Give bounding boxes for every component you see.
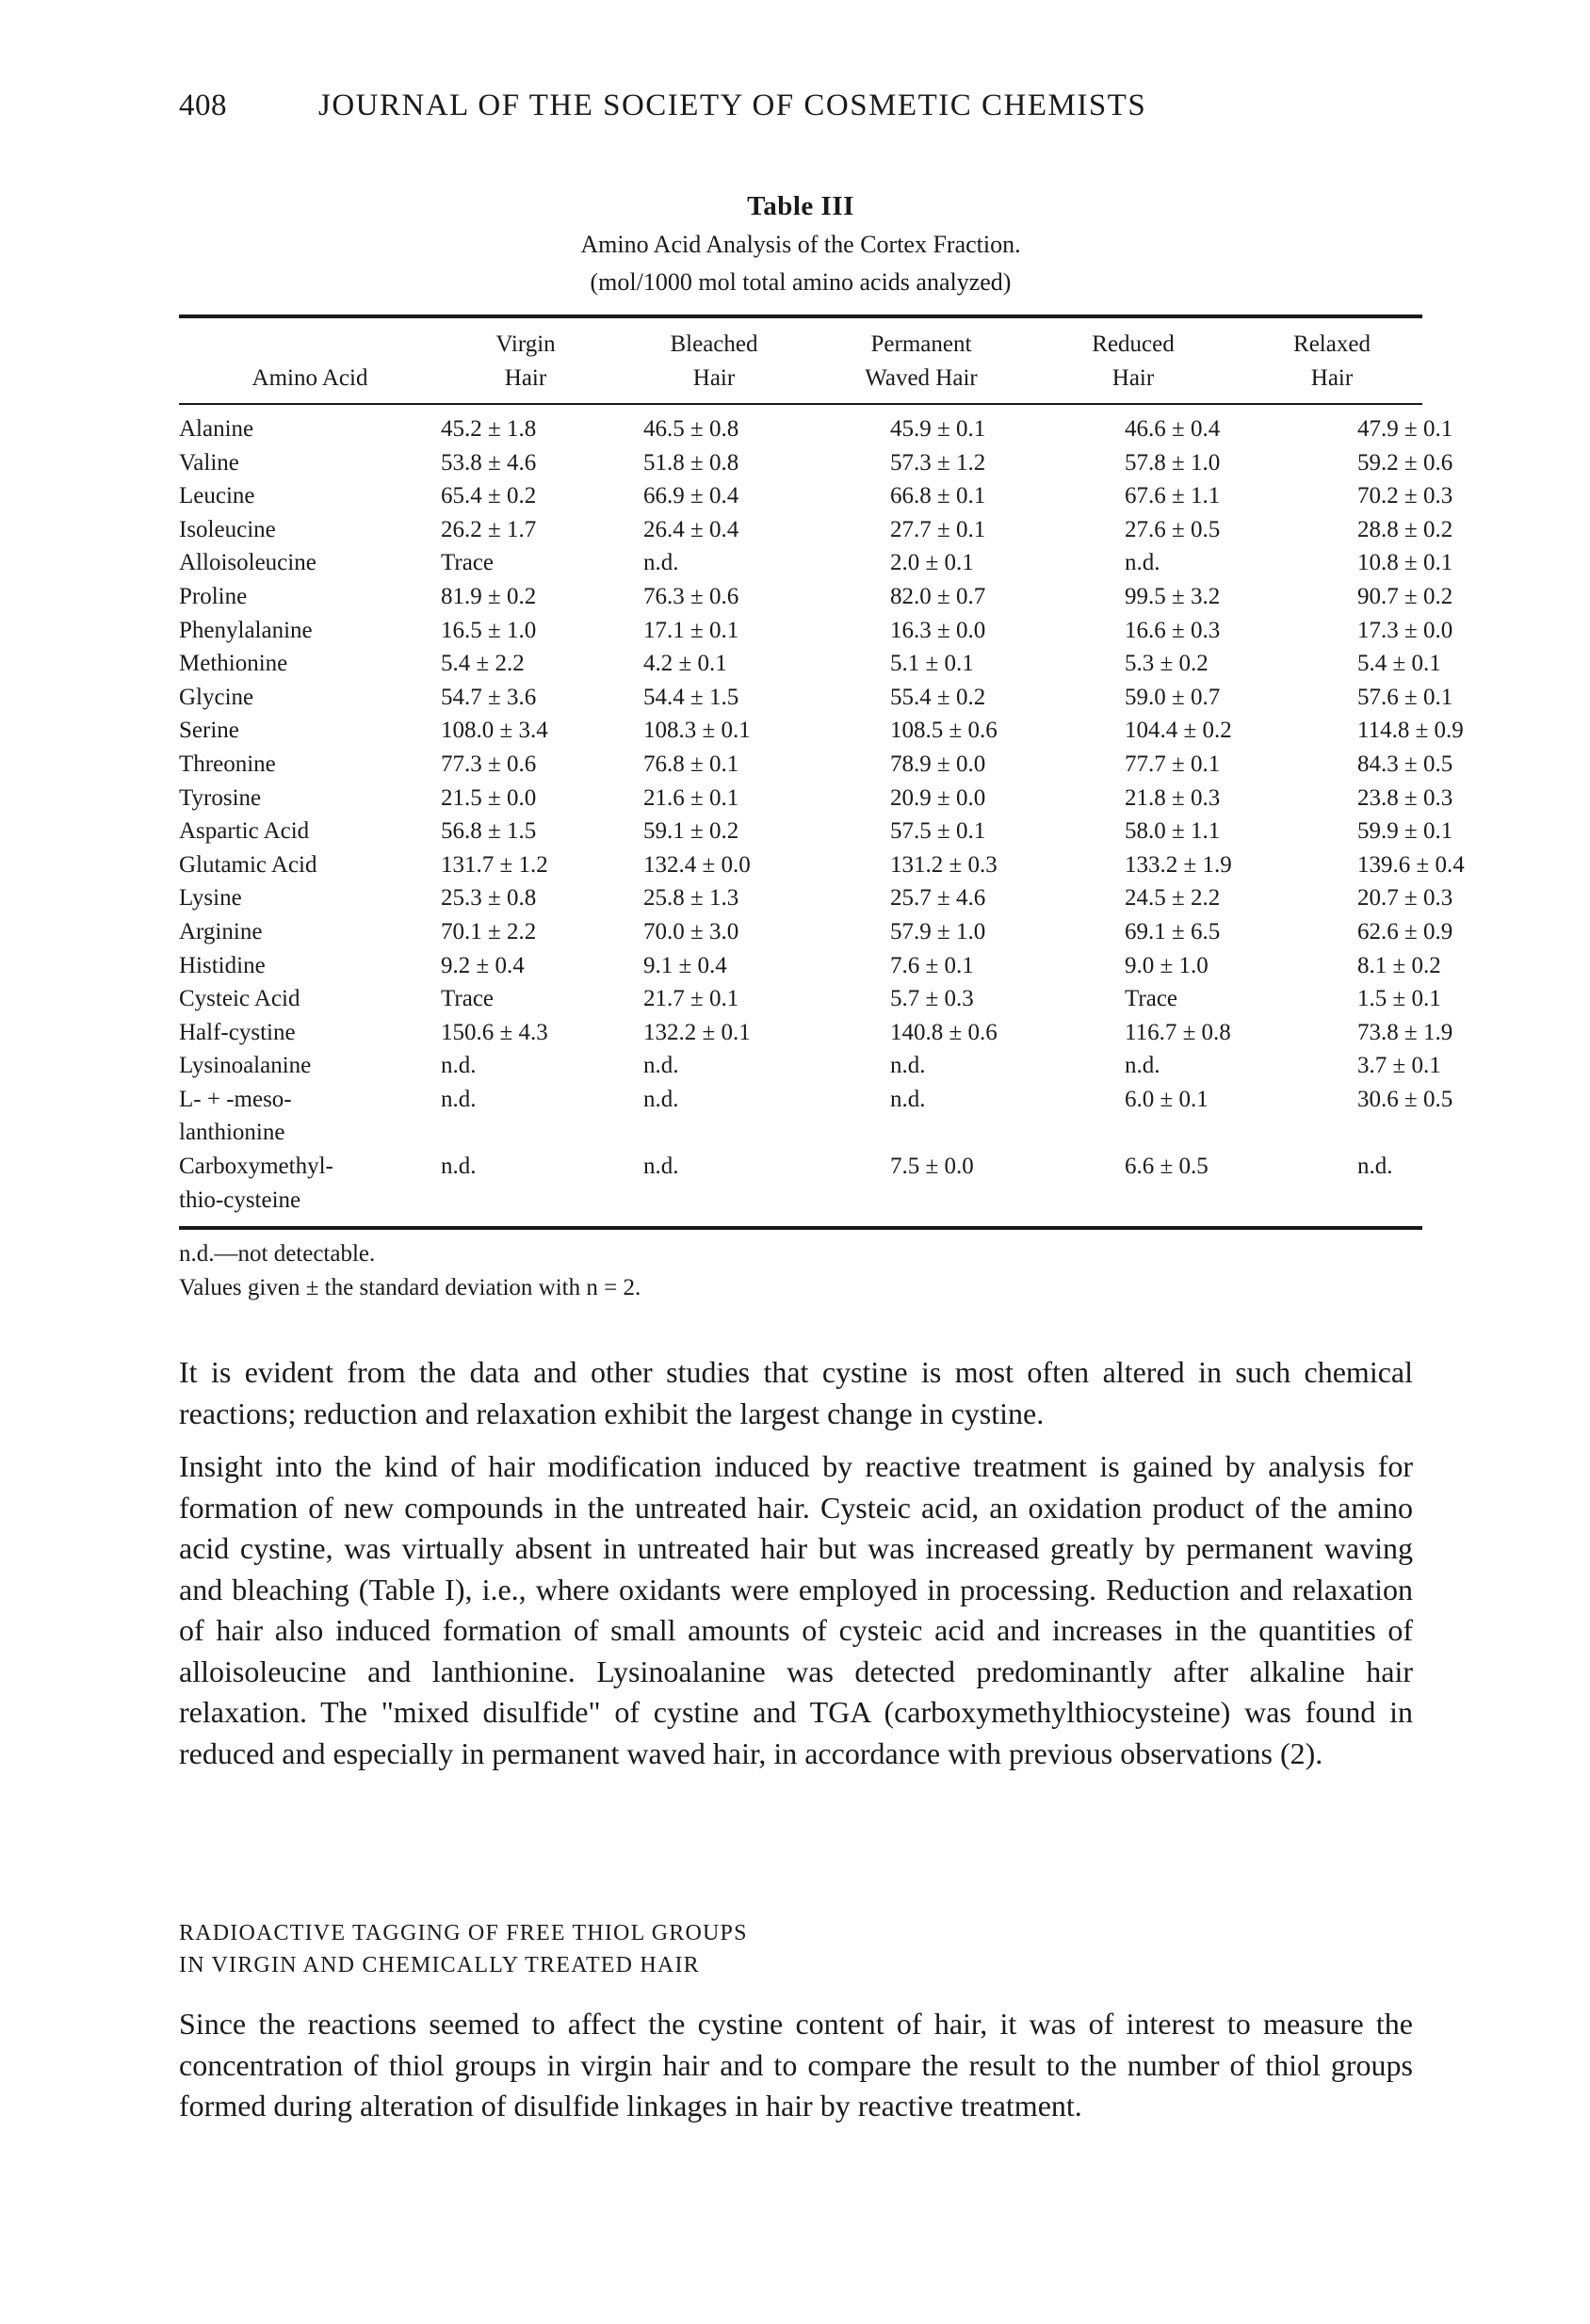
table-cell: 77.7 ± 0.1 xyxy=(1125,750,1221,777)
column-header: Virgin xyxy=(495,331,556,357)
table-caption xyxy=(179,188,1422,301)
table-cell: 3.7 ± 0.1 xyxy=(1357,1053,1441,1079)
table-cell: 1.5 ± 0.1 xyxy=(1357,986,1441,1012)
table-cell: 9.1 ± 0.4 xyxy=(643,952,727,978)
table-cell: 58.0 ± 1.1 xyxy=(1125,818,1221,845)
table-cell: Trace xyxy=(441,550,495,576)
table-cell: 7.6 ± 0.1 xyxy=(890,952,974,978)
table-cell: 116.7 ± 0.8 xyxy=(1125,1019,1231,1045)
paragraph: It is evident from the data and other studies that cystine is most often altered in such chemical reactions; reduction and relaxation exhibit the largest change in cystine. xyxy=(179,1355,1413,1430)
table-cell: n.d. xyxy=(643,1086,679,1112)
table-row xyxy=(179,1016,1422,1050)
table-cell: 20.9 ± 0.0 xyxy=(890,784,986,811)
table-cell: 76.8 ± 0.1 xyxy=(643,750,739,777)
page-number: 408 xyxy=(179,89,227,122)
table-cell: 25.8 ± 1.3 xyxy=(643,885,739,912)
table-cell: 7.5 ± 0.0 xyxy=(890,1154,974,1180)
table-cell: 99.5 ± 3.2 xyxy=(1125,583,1221,609)
table-row xyxy=(179,748,1422,782)
amino-acid-name: Cysteic Acid xyxy=(179,986,300,1012)
table-cell: 16.6 ± 0.3 xyxy=(1125,617,1221,643)
table-cell: 55.4 ± 0.2 xyxy=(890,684,986,710)
section-heading xyxy=(179,1917,748,1981)
amino-acid-table-block xyxy=(179,188,1465,1305)
table-cell: 84.3 ± 0.5 xyxy=(1357,750,1453,777)
amino-acid-name: Tyrosine xyxy=(179,784,262,811)
table-row xyxy=(179,1083,1422,1150)
table-row xyxy=(179,513,1422,547)
section-heading-line: IN VIRGIN AND CHEMICALLY TREATED HAIR xyxy=(179,1953,700,1977)
table-cell: 66.9 ± 0.4 xyxy=(643,483,739,509)
table-cell: n.d. xyxy=(643,1154,679,1180)
column-header: Bleached xyxy=(670,331,758,357)
table-row xyxy=(179,1049,1422,1083)
table-row xyxy=(179,681,1422,715)
section-heading-line: RADIOACTIVE TAGGING OF FREE THIOL GROUPS xyxy=(179,1921,748,1945)
amino-acid-name: Glycine xyxy=(179,684,254,710)
table-row xyxy=(179,546,1422,580)
table-cell: 67.6 ± 1.1 xyxy=(1125,483,1221,509)
table-cell: n.d. xyxy=(890,1053,926,1079)
table-cell: 2.0 ± 0.1 xyxy=(890,550,974,576)
table-cell: 27.7 ± 0.1 xyxy=(890,516,986,542)
table-cell: 66.8 ± 0.1 xyxy=(890,483,986,509)
table-cell: 56.8 ± 1.5 xyxy=(441,818,537,845)
table-cell: 114.8 ± 0.9 xyxy=(1357,718,1464,744)
table-cell: 6.6 ± 0.5 xyxy=(1125,1154,1209,1180)
table-cell: 17.1 ± 0.1 xyxy=(643,617,739,643)
table-cell: 132.2 ± 0.1 xyxy=(643,1019,751,1045)
table-cell: 57.9 ± 1.0 xyxy=(890,918,986,944)
column-header: Waved Hair xyxy=(865,365,978,391)
amino-acid-name: Valine xyxy=(179,449,239,476)
table-row xyxy=(179,1150,1422,1217)
column-header: Hair xyxy=(1310,365,1354,391)
table-cell: 108.3 ± 0.1 xyxy=(643,718,751,744)
table-cell: 62.6 ± 0.9 xyxy=(1357,918,1453,944)
journal-title: JOURNAL OF THE SOCIETY OF COSMETIC CHEMISTS xyxy=(318,89,1147,122)
table-cell: 139.6 ± 0.4 xyxy=(1357,851,1465,878)
table-subtitle: Amino Acid Analysis of the Cortex Fraction. xyxy=(580,231,1021,258)
table-cell: 8.1 ± 0.2 xyxy=(1357,952,1441,978)
table-cell: 25.3 ± 0.8 xyxy=(441,885,537,912)
table-row xyxy=(179,580,1422,614)
amino-acid-name: Threonine xyxy=(179,750,276,777)
table-cell: 131.2 ± 0.3 xyxy=(890,851,998,878)
table-cell: 108.5 ± 0.6 xyxy=(890,718,998,744)
table-notes xyxy=(179,1237,1422,1305)
table-bottom-rule xyxy=(179,1226,1422,1230)
amino-acid-name: Leucine xyxy=(179,483,255,509)
table-cell: 5.4 ± 0.1 xyxy=(1357,651,1441,677)
table-cell: 45.9 ± 0.1 xyxy=(890,416,986,442)
table-cell: 57.5 ± 0.1 xyxy=(890,818,986,845)
table-row xyxy=(179,446,1422,480)
paragraph: Since the reactions seemed to affect the cystine content of hair, it was of interest to measure the concentration of thiol groups in virgin hair and to compare the result to the number of thiol groups formed during alteration of disulfide linkages in hair by reactive treatment. xyxy=(179,2007,1413,2122)
column-header: Relaxed xyxy=(1293,331,1371,357)
table-cell: 6.0 ± 0.1 xyxy=(1125,1086,1209,1112)
table-cell: 131.7 ± 1.2 xyxy=(441,851,548,878)
table-row xyxy=(179,405,1422,446)
amino-acid-name: L- + -meso- lanthionine xyxy=(179,1086,292,1146)
table-cell: 21.7 ± 0.1 xyxy=(643,986,739,1012)
table-row xyxy=(179,881,1422,915)
table-cell: n.d. xyxy=(643,1053,679,1079)
table-cell: 26.4 ± 0.4 xyxy=(643,516,739,542)
table-cell: 4.2 ± 0.1 xyxy=(643,651,727,677)
amino-acid-name: Histidine xyxy=(179,952,266,978)
table-cell: 9.0 ± 1.0 xyxy=(1125,952,1209,978)
table-cell: 20.7 ± 0.3 xyxy=(1357,885,1453,912)
table-row xyxy=(179,915,1422,949)
table-row xyxy=(179,848,1422,882)
table-cell: 133.2 ± 1.9 xyxy=(1125,851,1232,878)
column-header: Hair xyxy=(504,365,547,391)
table-note: n.d.—not detectable. xyxy=(179,1241,376,1267)
column-header: Amino Acid xyxy=(251,365,368,391)
amino-acid-name: Half-cystine xyxy=(179,1019,296,1045)
table-cell: 21.5 ± 0.0 xyxy=(441,784,537,811)
table-row xyxy=(179,782,1422,815)
table-cell: Trace xyxy=(441,986,495,1012)
amino-acid-name: Alanine xyxy=(179,416,254,442)
table-cell: 21.6 ± 0.1 xyxy=(643,784,739,811)
table-cell: 150.6 ± 4.3 xyxy=(441,1019,548,1045)
table-cell: 9.2 ± 0.4 xyxy=(441,952,525,978)
table-cell: 17.3 ± 0.0 xyxy=(1357,617,1453,643)
amino-acid-name: Phenylalanine xyxy=(179,617,313,643)
table-cell: 82.0 ± 0.7 xyxy=(890,583,986,609)
amino-acid-name: Aspartic Acid xyxy=(179,818,310,845)
table-body xyxy=(179,405,1465,1217)
table-cell: 26.2 ± 1.7 xyxy=(441,516,537,542)
table-row xyxy=(179,815,1422,848)
amino-acid-name: Arginine xyxy=(179,918,263,944)
table-cell: 46.6 ± 0.4 xyxy=(1125,416,1221,442)
table-cell: 69.1 ± 6.5 xyxy=(1125,918,1221,944)
table-cell: 25.7 ± 4.6 xyxy=(890,885,986,912)
running-header xyxy=(179,89,1422,136)
table-cell: n.d. xyxy=(441,1086,477,1112)
paragraph: Insight into the kind of hair modification induced by reactive treatment is gained by analysis for formation of new compounds in the untreated hair. Cysteic acid, an oxidation product of the amino acid cystine, was virtually absent in untreated hair but was increased greatly by permanent waving and bleaching (Table I), i.e., where oxidants were employed in processing. Reduction and relaxation of hair also induced formation of small amounts of cysteic acid and increases in the quantities of alloisoleucine and lanthionine. Lysinoalanine was detected predominantly after alkaline hair relaxation. The "mixed disulfide" of cystine and TGA (carboxymethylthiocysteine) was found in reduced and especially in permanent waved hair, in accordance with previous observations (2). xyxy=(179,1449,1413,1770)
table-cell: 24.5 ± 2.2 xyxy=(1125,885,1221,912)
amino-acid-name: Lysinoalanine xyxy=(179,1053,312,1079)
table-cell: 5.7 ± 0.3 xyxy=(890,986,974,1012)
table-cell: 81.9 ± 0.2 xyxy=(441,583,537,609)
column-header: Hair xyxy=(692,365,736,391)
table-cell: 59.0 ± 0.7 xyxy=(1125,684,1221,710)
column-header: Hair xyxy=(1111,365,1155,391)
table-cell: 47.9 ± 0.1 xyxy=(1357,416,1453,442)
table-cell: 10.8 ± 0.1 xyxy=(1357,550,1453,576)
table-cell: 70.1 ± 2.2 xyxy=(441,918,537,944)
amino-acid-name: Proline xyxy=(179,583,248,609)
table-cell: 28.8 ± 0.2 xyxy=(1357,516,1453,542)
amino-acid-name: Glutamic Acid xyxy=(179,851,317,878)
table-row xyxy=(179,714,1422,748)
table-cell: n.d. xyxy=(1357,1154,1393,1180)
table-cell: n.d. xyxy=(441,1053,477,1079)
table-cell: 45.2 ± 1.8 xyxy=(441,416,537,442)
table-cell: 57.6 ± 0.1 xyxy=(1357,684,1453,710)
table-cell: 104.4 ± 0.2 xyxy=(1125,718,1232,744)
table-cell: 46.5 ± 0.8 xyxy=(643,416,739,442)
table-cell: 16.3 ± 0.0 xyxy=(890,617,986,643)
table-cell: 78.9 ± 0.0 xyxy=(890,750,986,777)
table-cell: 16.5 ± 1.0 xyxy=(441,617,537,643)
table-cell: 59.1 ± 0.2 xyxy=(643,818,739,845)
table-cell: 59.2 ± 0.6 xyxy=(1357,449,1453,476)
table-units: (mol/1000 mol total amino acids analyzed) xyxy=(590,268,1012,296)
table-row xyxy=(179,479,1422,513)
table-cell: n.d. xyxy=(1125,1053,1160,1079)
table-cell: 90.7 ± 0.2 xyxy=(1357,583,1453,609)
table-cell: 57.3 ± 1.2 xyxy=(890,449,986,476)
table-cell: 51.8 ± 0.8 xyxy=(643,449,739,476)
column-header xyxy=(179,318,441,362)
table-cell: 108.0 ± 3.4 xyxy=(441,718,548,744)
table-cell: n.d. xyxy=(1125,550,1160,576)
table-cell: 53.8 ± 4.6 xyxy=(441,449,537,476)
amino-acid-name: Serine xyxy=(179,718,239,744)
table-cell: 65.4 ± 0.2 xyxy=(441,483,537,509)
amino-acid-name: Carboxymethyl- thio-cysteine xyxy=(179,1154,333,1213)
table-cell: 140.8 ± 0.6 xyxy=(890,1019,998,1045)
amino-acid-table xyxy=(179,318,1465,1217)
table-cell: 27.6 ± 0.5 xyxy=(1125,516,1221,542)
table-row xyxy=(179,614,1422,648)
table-cell: Trace xyxy=(1125,986,1178,1012)
column-header: Reduced xyxy=(1092,331,1175,357)
table-cell: 54.7 ± 3.6 xyxy=(441,684,537,710)
column-header: Permanent xyxy=(870,331,972,357)
amino-acid-name: Methionine xyxy=(179,651,288,677)
table-cell: 5.3 ± 0.2 xyxy=(1125,651,1209,677)
table-cell: n.d. xyxy=(643,550,679,576)
table-cell: 23.8 ± 0.3 xyxy=(1357,784,1453,811)
table-cell: 76.3 ± 0.6 xyxy=(643,583,739,609)
table-title: Table III xyxy=(747,191,854,221)
table-cell: 77.3 ± 0.6 xyxy=(441,750,537,777)
table-cell: 70.2 ± 0.3 xyxy=(1357,483,1453,509)
table-cell: 59.9 ± 0.1 xyxy=(1357,818,1453,845)
table-cell: 57.8 ± 1.0 xyxy=(1125,449,1221,476)
table-row xyxy=(179,949,1422,983)
table-row xyxy=(179,647,1422,681)
table-cell: 21.8 ± 0.3 xyxy=(1125,784,1221,811)
table-cell: n.d. xyxy=(441,1154,477,1180)
table-cell: 54.4 ± 1.5 xyxy=(643,684,739,710)
amino-acid-name: Lysine xyxy=(179,885,242,912)
table-cell: n.d. xyxy=(890,1086,926,1112)
table-cell: 73.8 ± 1.9 xyxy=(1357,1019,1453,1045)
table-cell: 30.6 ± 0.5 xyxy=(1357,1086,1453,1112)
amino-acid-name: Isoleucine xyxy=(179,516,276,542)
table-cell: 132.4 ± 0.0 xyxy=(643,851,751,878)
table-cell: 5.4 ± 2.2 xyxy=(441,651,525,677)
table-row xyxy=(179,982,1422,1016)
table-note: Values given ± the standard deviation with n = 2. xyxy=(179,1275,641,1301)
table-cell: 5.1 ± 0.1 xyxy=(890,651,974,677)
table-cell: 70.0 ± 3.0 xyxy=(643,918,739,944)
amino-acid-name: Alloisoleucine xyxy=(179,550,316,576)
